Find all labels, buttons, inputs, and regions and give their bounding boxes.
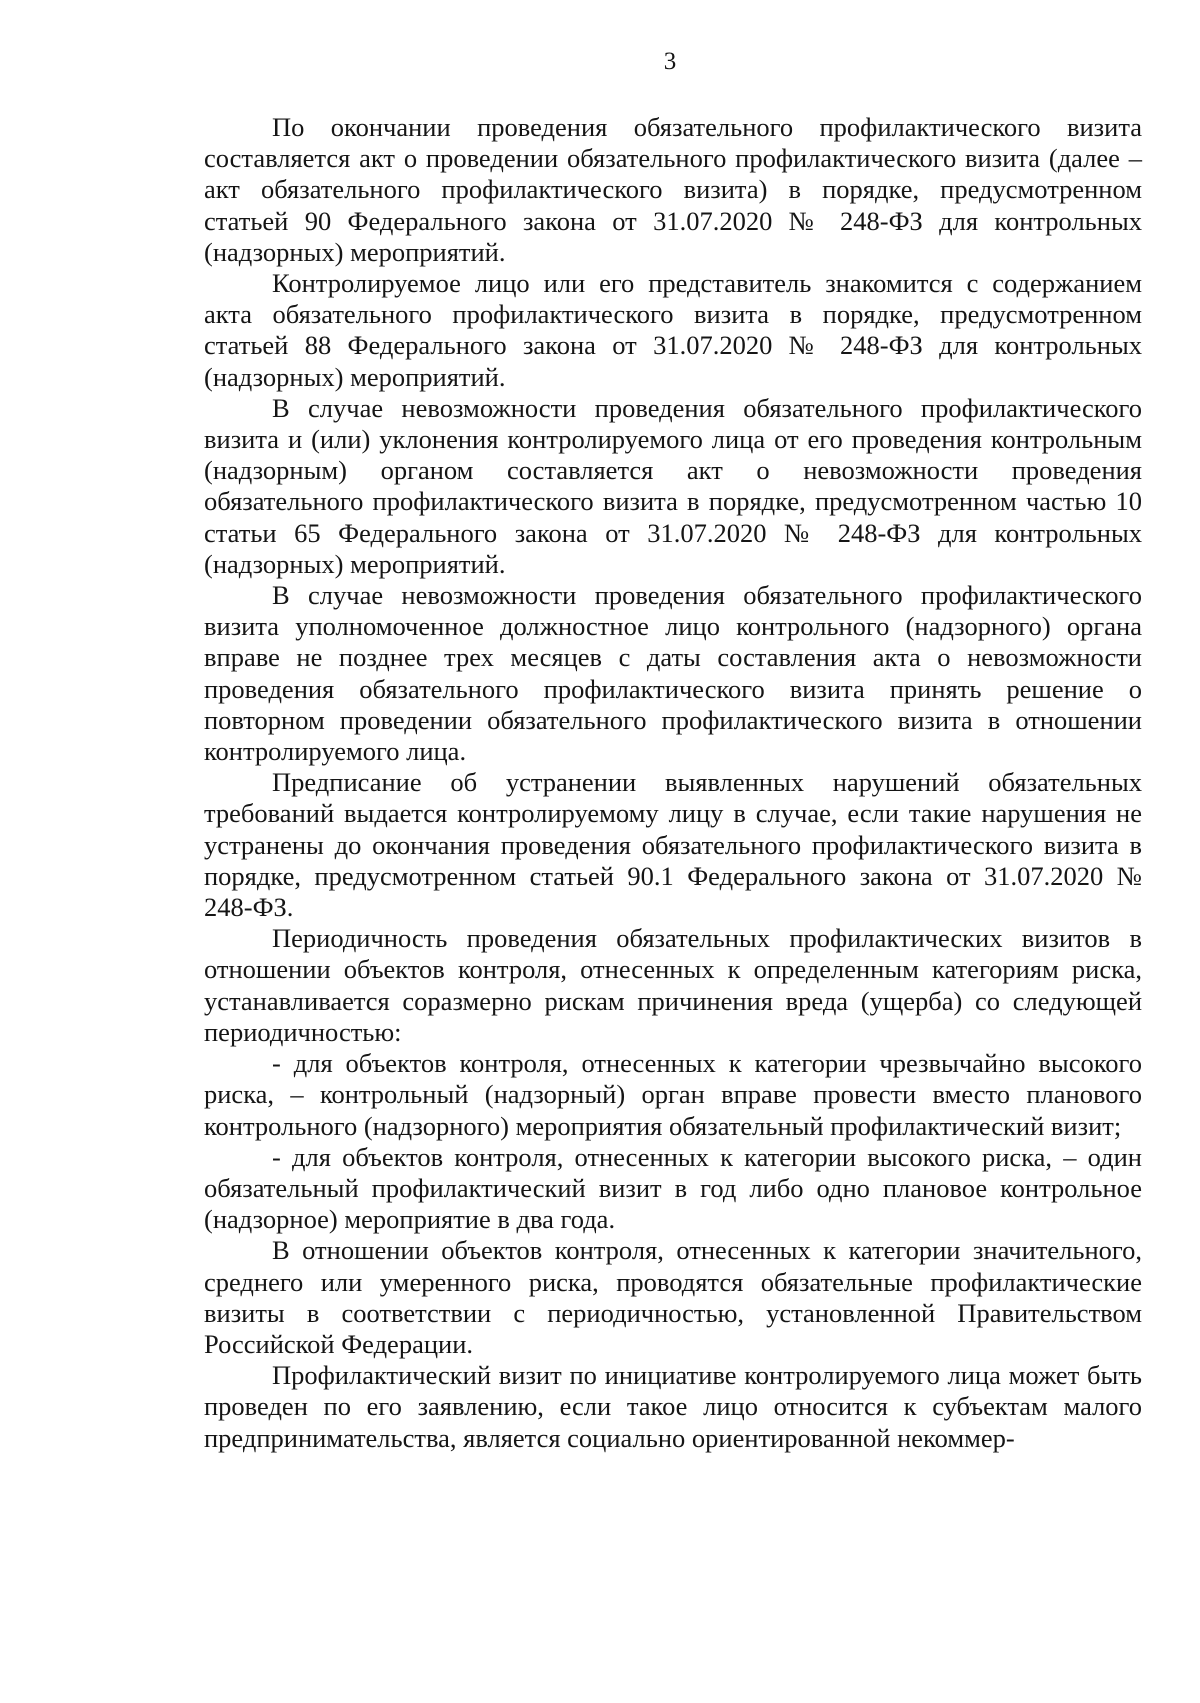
paragraph-act-of-visit: По окончании проведения обязательного профилактического визита составляется акт о проведении обязательного профилактического визита (далее – акт обязательного профилактического визита) в порядке, предусмотренном статьей 90 Федерального закона от 31.07.2020 № 248-ФЗ для контрольных (надзорных) мероприятий.: [204, 112, 1142, 267]
paragraph-initiative-visit: Профилактический визит по инициативе контролируемого лица может быть проведен по его заявлению, если такое лицо относится к субъектам малого предпринимательства, является социально ориентированной некоммер-: [204, 1360, 1142, 1453]
document-body: [204, 112, 1142, 1454]
paragraph-familiarization: Контролируемое лицо или его представитель знакомится с содержанием акта обязательного профилактического визита в порядке, предусмотренном статьей 88 Федерального закона от 31.07.2020 № 248-ФЗ для контрольных (надзорных) мероприятий.: [204, 268, 1142, 392]
paragraph-impossibility-act: В случае невозможности проведения обязательного профилактического визита и (или) уклонения контролируемого лица от его проведения контрольным (надзорным) органом составляется акт о невозможности проведения обязательного профилактического визита в порядке, предусмотренном частью 10 статьи 65 Федерального закона от 31.07.2020 № 248-ФЗ для контрольных (надзорных) мероприятий.: [204, 392, 1142, 579]
page-number: 3: [663, 48, 677, 75]
paragraph-periodicity: Периодичность проведения обязательных профилактических визитов в отношении объектов контроля, отнесенных к определенным категориям риска, устанавливается соразмерно рискам причинения вреда (ущерба) со следующей периодичностью:: [204, 923, 1142, 1047]
paragraph-other-risk-categories: В отношении объектов контроля, отнесенных к категории значительного, среднего или умеренного риска, проводятся обязательные профилактические визиты в соответствии с периодичностью, установленной Правительством Российской Федерации.: [204, 1235, 1142, 1359]
list-item-extreme-risk: - для объектов контроля, отнесенных к категории чрезвычайно высокого риска, – контрольный (надзорный) орган вправе провести вместо планового контрольного (надзорного) мероприятия обязательный профилактический визит;: [204, 1048, 1142, 1141]
list-item-high-risk: - для объектов контроля, отнесенных к категории высокого риска, – один обязательный профилактический визит в год либо одно плановое контрольное (надзорное) мероприятие в два года.: [204, 1141, 1142, 1235]
paragraph-prescription: Предписание об устранении выявленных нарушений обязательных требований выдается контролируемому лицу в случае, если такие нарушения не устранены до окончания проведения обязательного профилактического визита в порядке, предусмотренном статьей 90.1 Федерального закона от 31.07.2020 № 248-ФЗ.: [204, 767, 1142, 923]
paragraph-repeat-visit: В случае невозможности проведения обязательного профилактического визита уполномоченное должностное лицо контрольного (надзорного) органа вправе не позднее трех месяцев с даты составления акта о невозможности проведения обязательного профилактического визита принять решение о повторном проведении обязательного профилактического визита в отношении контролируемого лица.: [204, 580, 1142, 767]
